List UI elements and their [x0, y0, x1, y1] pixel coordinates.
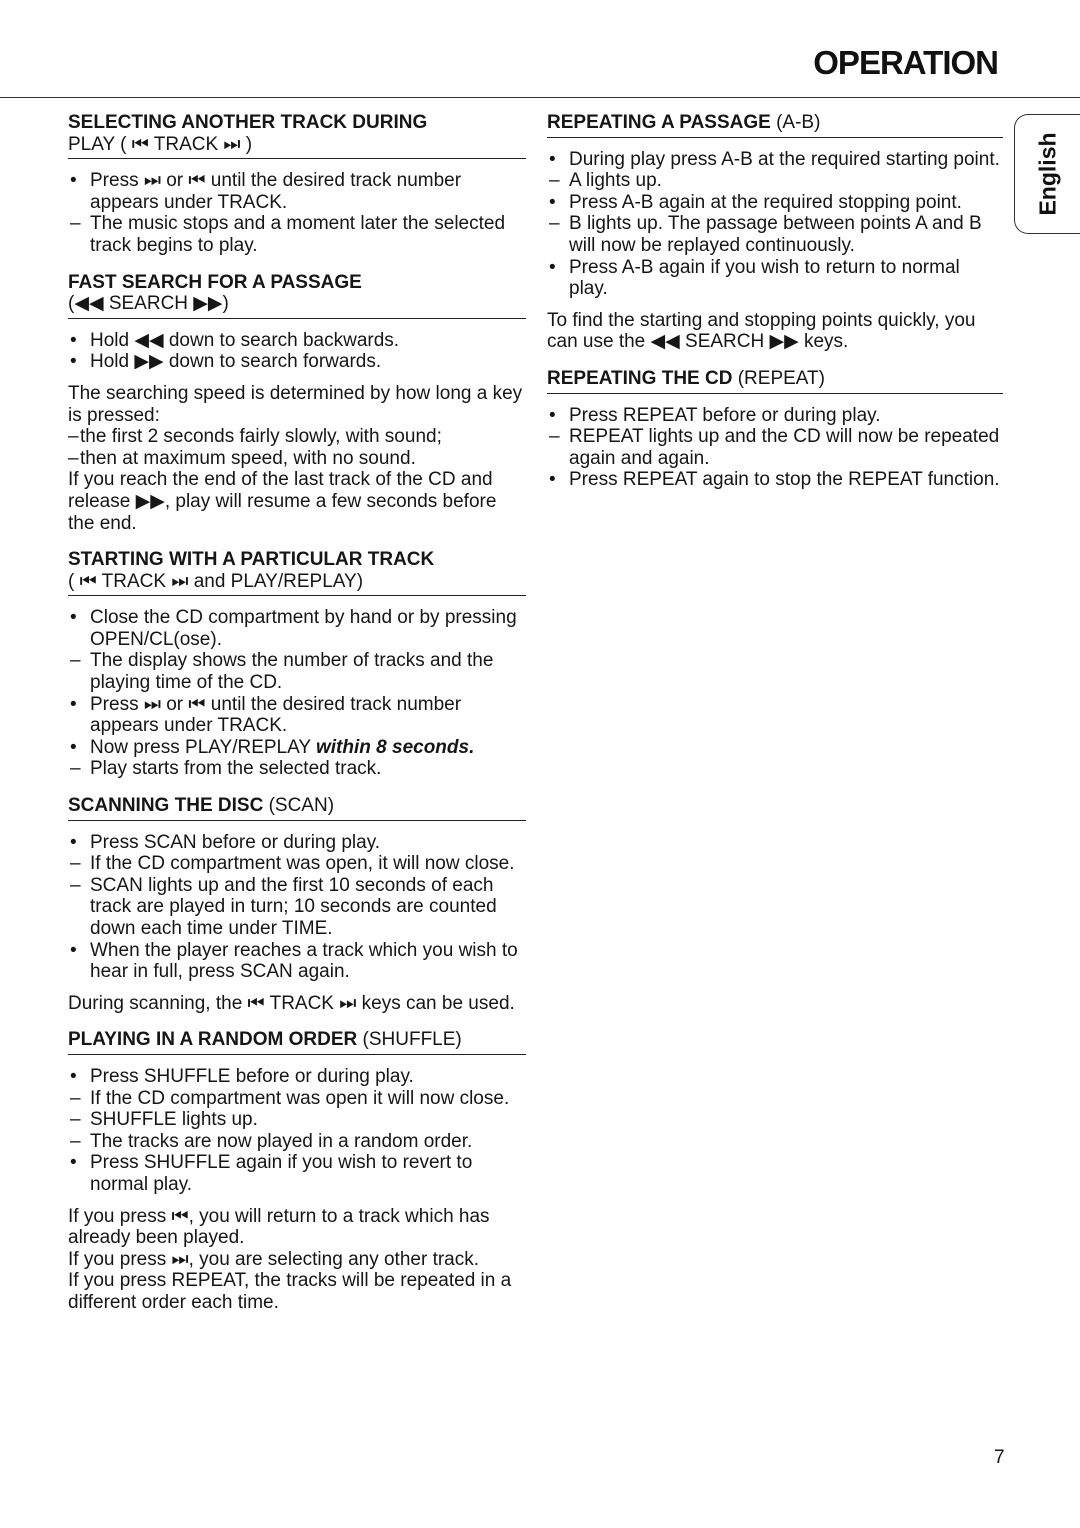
list-item: – A lights up. — [547, 170, 1003, 192]
section-heading — [68, 112, 526, 159]
list-item: – B lights up. The passage between points A and B will now be replayed continuously. — [547, 213, 1003, 256]
right-column — [547, 112, 1003, 506]
heading-suffix: (REPEAT) — [737, 367, 825, 389]
list-item: • Press SHUFFLE again if you wish to revert to normal play. — [68, 1152, 526, 1195]
list-item: • When the player reaches a track which you wish to hear in full, press SCAN again. — [68, 940, 526, 983]
list-item: • Now press PLAY/REPLAY within 8 seconds. — [68, 737, 526, 759]
list-item: • Hold ▶▶ down to search forwards. — [68, 351, 526, 373]
list-item: • Press A-B again if you wish to return to normal play. — [547, 257, 1003, 300]
heading-title: SCANNING THE DISC — [68, 795, 264, 817]
list-item: • Press ⏭ or ⏮ until the desired track number appears under TRACK. — [68, 694, 526, 737]
heading-title: STARTING WITH A PARTICULAR TRACK — [68, 549, 435, 571]
page-title: OPERATION — [813, 44, 998, 81]
body-paragraph: To find the starting and stopping points quickly, you can use the ◀◀ SEARCH ▶▶ keys. — [547, 309, 976, 353]
heading-suffix: (SCAN) — [268, 795, 335, 817]
list-item: • Press REPEAT again to stop the REPEAT function. — [547, 469, 1003, 491]
language-tab-label: English — [1034, 132, 1060, 216]
list-item: • Press ⏭ or ⏮ until the desired track number appears under TRACK. — [68, 170, 526, 213]
heading-title: REPEATING THE CD — [547, 367, 733, 389]
list-item: • Hold ◀◀ down to search backwards. — [68, 330, 526, 352]
heading-title: SELECTING ANOTHER TRACK DURING — [68, 112, 428, 133]
list-item: • Press SHUFFLE before or during play. — [68, 1066, 526, 1088]
list-item: – The tracks are now played in a random order. — [68, 1131, 526, 1153]
section-selecting-track — [68, 112, 526, 257]
section-shuffle — [68, 1029, 526, 1313]
section-heading — [547, 112, 1003, 138]
heading-title: REPEATING A PASSAGE — [547, 112, 771, 133]
list-item: • Close the CD compartment by hand or by pressing OPEN/CL(ose). — [68, 607, 526, 650]
section-heading — [68, 795, 526, 821]
section-heading — [68, 272, 526, 319]
list-item: – If the CD compartment was open, it will now close. — [68, 853, 526, 875]
header-rule — [0, 97, 1080, 98]
language-tab — [1014, 114, 1080, 234]
heading-subtitle: (◀◀ SEARCH ▶▶) — [68, 293, 229, 315]
list-item: – If the CD compartment was open it will now close. — [68, 1088, 526, 1110]
heading-title: PLAYING IN A RANDOM ORDER — [68, 1029, 358, 1051]
list-item: – The music stops and a moment later the selected track begins to play. — [68, 213, 526, 256]
body-paragraph: If you press ⏮, you will return to a track which has already been played. If you press ⏭, you are selecting any other track. If you press REPEAT, the tracks will be repeated in a different order each time. — [68, 1205, 512, 1313]
list-item: • During play press A-B at the required starting point. — [547, 149, 1003, 171]
page-number: 7 — [994, 1447, 1005, 1468]
section-starting-track — [68, 549, 526, 780]
section-heading — [68, 1029, 526, 1055]
list-item: • Press REPEAT before or during play. — [547, 405, 1003, 427]
section-repeat-passage — [547, 112, 1003, 353]
body-paragraph: During scanning, the ⏮ TRACK ⏭ keys can be used. — [68, 992, 515, 1014]
section-scanning — [68, 795, 526, 1014]
list-item: – SHUFFLE lights up. — [68, 1109, 526, 1131]
list-item: – The display shows the number of tracks and the playing time of the CD. — [68, 650, 526, 693]
heading-subtitle: PLAY ( ⏮ TRACK ⏭ ) — [68, 133, 253, 155]
heading-title: FAST SEARCH FOR A PASSAGE — [68, 271, 362, 293]
list-item: • Press SCAN before or during play. — [68, 832, 526, 854]
heading-subtitle: ( ⏮ TRACK ⏭ and PLAY/REPLAY) — [68, 570, 364, 592]
heading-suffix: (SHUFFLE) — [362, 1029, 462, 1051]
list-item: – SCAN lights up and the first 10 seconds of each track are played in turn; 10 seconds are counted down each time under TIME. — [68, 875, 526, 940]
section-repeat-cd — [547, 368, 1003, 491]
section-heading — [547, 368, 1003, 394]
list-item: – Play starts from the selected track. — [68, 758, 526, 780]
section-heading — [68, 549, 526, 596]
emphasis-text: within 8 seconds. — [316, 736, 475, 758]
list-item: – REPEAT lights up and the CD will now be repeated again and again. — [547, 426, 1003, 469]
heading-suffix: (A-B) — [776, 112, 821, 133]
list-item: • Press A-B again at the required stopping point. — [547, 192, 1003, 214]
body-paragraph: The searching speed is determined by how long a key is pressed: – the first 2 seconds fairly slowly, with sound; – then at maximum speed, with no sound. If you reach the end of the last track of the CD and release ▶▶, play will resume a few seconds before the end. — [68, 383, 526, 534]
section-fast-search — [68, 272, 526, 535]
left-column — [68, 112, 526, 1329]
